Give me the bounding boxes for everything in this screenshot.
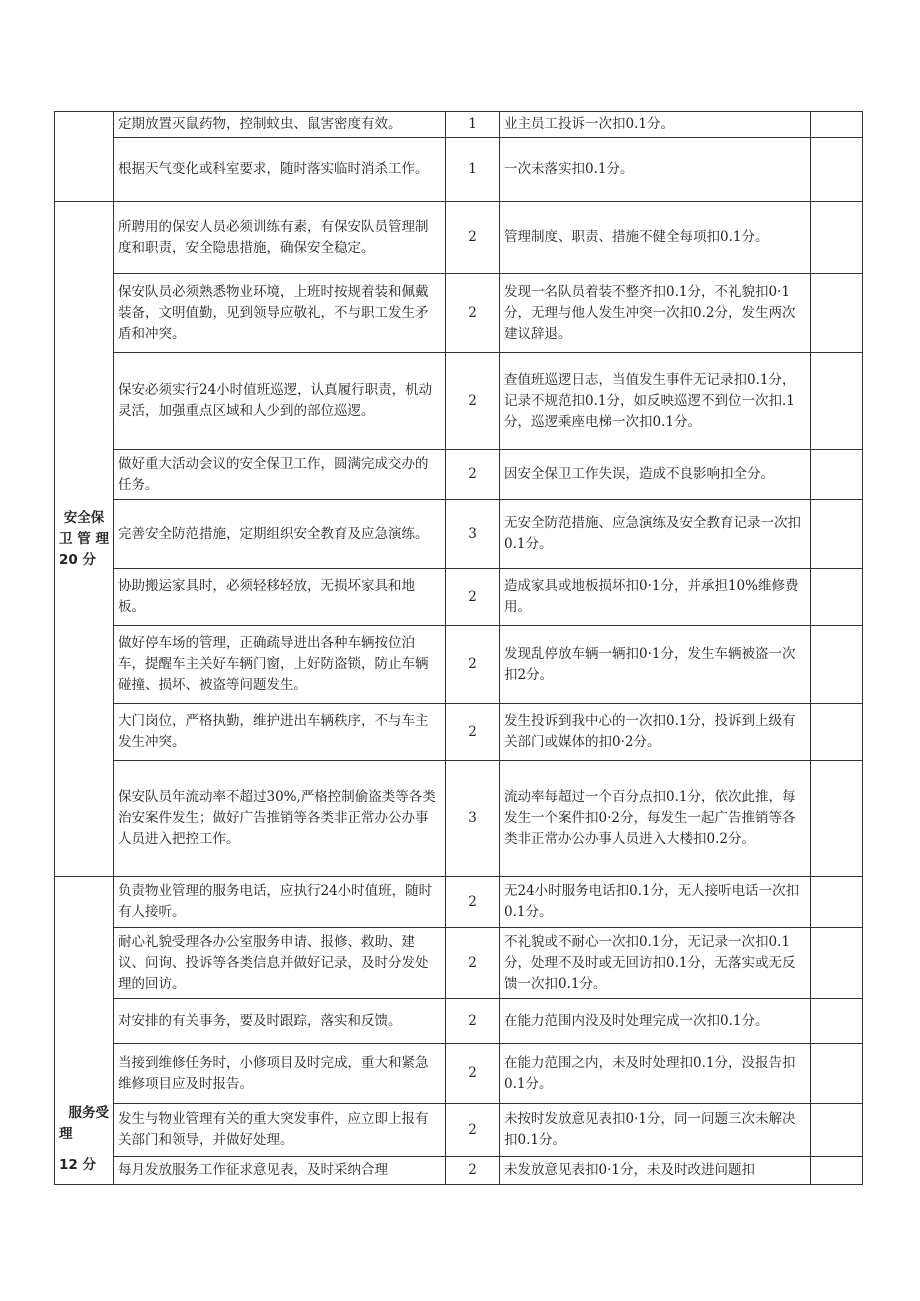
- table-row: [55, 626, 863, 704]
- deduction-cell: 造成家具或地板损坏扣0·1分，并承担10%维修费用。: [500, 569, 811, 626]
- standard-cell: 定期放置灭鼠药物，控制蚊虫、鼠害密度有效。: [114, 112, 446, 138]
- score-cell: [811, 999, 863, 1044]
- category-label-line: 理: [59, 1126, 73, 1142]
- points-cell: 2: [446, 202, 500, 274]
- standard-cell: 大门岗位，严格执勤，维护进出车辆秩序，不与车主发生冲突。: [114, 704, 446, 761]
- deduction-cell: 业主员工投诉一次扣0.1分。: [500, 112, 811, 138]
- table-row: [55, 1104, 863, 1157]
- deduction-cell: 查值班巡逻日志，当值发生事件无记录扣0.1分，记录不规范扣0.1分，如反映巡逻不到位一次扣.1分，巡逻乘座电梯一次扣0.1分。: [500, 353, 811, 450]
- standard-cell: 做好停车场的管理，正确疏导进出各种车辆按位泊车，提醒车主关好车辆门窗，上好防盗锁，防止车辆碰撞、损坏、被盗等问题发生。: [114, 626, 446, 704]
- category-label-line: 12 分: [59, 1157, 96, 1173]
- standard-cell: 每月发放服务工作征求意见表，及时采纳合理: [114, 1157, 446, 1185]
- points-cell: 2: [446, 450, 500, 500]
- table-row: [55, 928, 863, 999]
- deduction-cell: 发现一名队员着装不整齐扣0.1分，不礼貌扣0·1分，无理与他人发生冲突一次扣0.2分，发生两次建议辞退。: [500, 274, 811, 353]
- standard-cell: 保安队员年流动率不超过30%,严格控制偷盗类等各类治安案件发生；做好广告推销等各类非正常办公办事人员进入把控工作。: [114, 761, 446, 877]
- points-cell: 2: [446, 1157, 500, 1185]
- deduction-cell: 在能力范围之内，未及时处理扣0.1分，没报告扣0.1分。: [500, 1044, 811, 1104]
- deduction-cell: 在能力范围内没及时处理完成一次扣0.1分。: [500, 999, 811, 1044]
- category-label-line: 安全保: [63, 509, 105, 526]
- points-cell: 2: [446, 877, 500, 928]
- score-cell: [811, 1044, 863, 1104]
- table-row: [55, 1044, 863, 1104]
- deduction-cell: 无24小时服务电话扣0.1分，无人接听电话一次扣0.1分。: [500, 877, 811, 928]
- score-cell: [811, 138, 863, 202]
- standard-cell: 耐心礼貌受理各办公室服务申请、报修、救助、建议、问询、投诉等各类信息并做好记录，及时分发处理的回访。: [114, 928, 446, 999]
- standard-cell: 根据天气变化或科室要求，随时落实临时消杀工作。: [114, 138, 446, 202]
- category-label-line: 20 分: [59, 551, 96, 568]
- assessment-table: [54, 111, 863, 1185]
- table-row: [55, 999, 863, 1044]
- points-cell: 2: [446, 1104, 500, 1157]
- standard-cell: 保安必须实行24小时值班巡逻，认真履行职责，机动灵活，加强重点区域和人少到的部位巡逻。: [114, 353, 446, 450]
- score-cell: [811, 274, 863, 353]
- score-cell: [811, 202, 863, 274]
- table-row: [55, 274, 863, 353]
- deduction-cell: 未发放意见表扣0·1分，未及时改进问题扣: [500, 1157, 811, 1185]
- score-cell: [811, 704, 863, 761]
- table-row: [55, 112, 863, 138]
- standard-cell: 负责物业管理的服务电话，应执行24小时值班，随时有人接听。: [114, 877, 446, 928]
- table-row: [55, 877, 863, 928]
- standard-cell: 对安排的有关事务，要及时跟踪，落实和反馈。: [114, 999, 446, 1044]
- table-row: [55, 450, 863, 500]
- points-cell: 3: [446, 500, 500, 569]
- score-cell: [811, 877, 863, 928]
- score-cell: [811, 1157, 863, 1185]
- deduction-cell: 一次未落实扣0.1分。: [500, 138, 811, 202]
- category-label-line: 服务受: [68, 1105, 109, 1121]
- table-row: [55, 1157, 863, 1185]
- points-cell: 2: [446, 274, 500, 353]
- score-cell: [811, 626, 863, 704]
- score-cell: [811, 450, 863, 500]
- points-cell: 2: [446, 626, 500, 704]
- points-cell: 2: [446, 928, 500, 999]
- deduction-cell: 发现乱停放车辆一辆扣0·1分，发生车辆被盗一次扣2分。: [500, 626, 811, 704]
- table-row: [55, 704, 863, 761]
- score-cell: [811, 500, 863, 569]
- table-row: [55, 202, 863, 274]
- deduction-cell: 流动率每超过一个百分点扣0.1分，依次此推，每发生一个案件扣0·2分，每发生一起广告推销等各类非正常办公办事人员进入大楼扣0.2分。: [500, 761, 811, 877]
- deduction-cell: 不礼貌或不耐心一次扣0.1分，无记录一次扣0.1分，处理不及时或无回访扣0.1分，无落实或无反馈一次扣0.1分。: [500, 928, 811, 999]
- category-cell-service: [55, 877, 114, 1185]
- score-cell: [811, 112, 863, 138]
- table-row: [55, 138, 863, 202]
- deduction-cell: 发生投诉到我中心的一次扣0.1分，投诉到上级有关部门或媒体的扣0·2分。: [500, 704, 811, 761]
- deduction-cell: 未按时发放意见表扣0·1分，同一问题三次未解决扣0.1分。: [500, 1104, 811, 1157]
- standard-cell: 做好重大活动会议的安全保卫工作，圆满完成交办的任务。: [114, 450, 446, 500]
- points-cell: 2: [446, 704, 500, 761]
- table-row: [55, 761, 863, 877]
- deduction-cell: 无安全防范措施、应急演练及安全教育记录一次扣0.1分。: [500, 500, 811, 569]
- deduction-cell: 管理制度、职责、措施不健全每项扣0.1分。: [500, 202, 811, 274]
- category-cell-continued: [55, 112, 114, 202]
- score-cell: [811, 353, 863, 450]
- points-cell: 1: [446, 112, 500, 138]
- standard-cell: 发生与物业管理有关的重大突发事件，应立即上报有关部门和领导，并做好处理。: [114, 1104, 446, 1157]
- points-cell: 2: [446, 353, 500, 450]
- score-cell: [811, 569, 863, 626]
- score-cell: [811, 1104, 863, 1157]
- table-row: [55, 569, 863, 626]
- category-cell-security: [55, 202, 114, 877]
- points-cell: 1: [446, 138, 500, 202]
- standard-cell: 所聘用的保安人员必须训练有素，有保安队员管理制度和职责，安全隐患措施，确保安全稳定。: [114, 202, 446, 274]
- table-row: [55, 500, 863, 569]
- points-cell: 2: [446, 569, 500, 626]
- standard-cell: 完善安全防范措施，定期组织安全教育及应急演练。: [114, 500, 446, 569]
- standard-cell: 协助搬运家具时，必须轻移轻放，无损坏家具和地板。: [114, 569, 446, 626]
- deduction-cell: 因安全保卫工作失误，造成不良影响扣全分。: [500, 450, 811, 500]
- score-cell: [811, 761, 863, 877]
- score-cell: [811, 928, 863, 999]
- points-cell: 3: [446, 761, 500, 877]
- points-cell: 2: [446, 1044, 500, 1104]
- standard-cell: 当接到维修任务时，小修项目及时完成，重大和紧急维修项目应及时报告。: [114, 1044, 446, 1104]
- points-cell: 2: [446, 999, 500, 1044]
- table-row: [55, 353, 863, 450]
- standard-cell: 保安队员必须熟悉物业环境，上班时按规着装和佩戴装备，文明值勤，见到领导应敬礼，不与职工发生矛盾和冲突。: [114, 274, 446, 353]
- category-label-line: 卫 管 理: [59, 530, 109, 547]
